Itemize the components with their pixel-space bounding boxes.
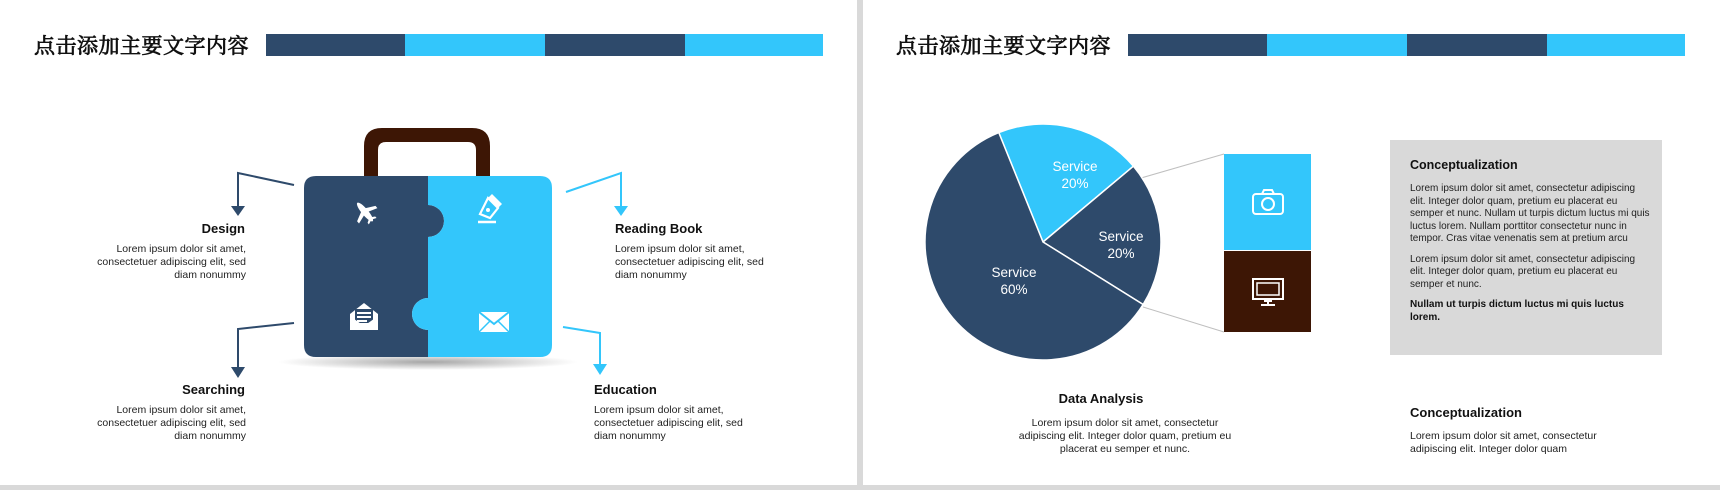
arrow-head-education: [593, 364, 607, 375]
item-body-education: Lorem ipsum dolor sit amet, consectetuer adipiscing elit, sed diam nonummy: [594, 404, 743, 442]
conceptualization-body-2: Lorem ipsum dolor sit amet, consectetur adipiscing elit. Integer dolor quam: [1410, 430, 1597, 455]
item-body-searching: Lorem ipsum dolor sit amet, consectetuer adipiscing elit, sed diam nonummy: [97, 404, 246, 442]
monitor-icon: [1251, 277, 1285, 307]
item-heading-searching: Searching: [182, 382, 245, 397]
pie-label-3-pct: 60%: [1000, 282, 1028, 297]
item-heading-reading-book: Reading Book: [615, 221, 703, 236]
arrow-head-design: [231, 206, 245, 216]
item-heading-education: Education: [594, 382, 657, 397]
connector-reading: [566, 173, 621, 207]
data-analysis-body: Lorem ipsum dolor sit amet, consectetur adipiscing elit. Integer dolor quam, pretium eu placerat eu semper et nunc.: [1018, 417, 1232, 455]
pie-label-2: [1081, 228, 1161, 262]
conceptualization-heading-2: Conceptualization: [1410, 405, 1522, 420]
arrow-head-reading: [614, 206, 628, 216]
pie-label-2-name: Service: [1098, 229, 1144, 244]
camera-icon: [1251, 188, 1285, 216]
slide-title: 点击添加主要文字内容: [896, 35, 1111, 58]
pie-label-1: [1035, 158, 1115, 192]
item-heading-design: Design: [201, 221, 245, 236]
pie-label-1-name: Service: [1052, 159, 1098, 174]
briefcase-handle: [364, 128, 490, 178]
box-heading: Conceptualization: [1410, 158, 1518, 172]
item-body-design: Lorem ipsum dolor sit amet, consectetuer adipiscing elit, sed diam nonummy: [97, 243, 246, 281]
pie-label-2-pct: 20%: [1107, 246, 1135, 261]
box-paragraph-1: Lorem ipsum dolor sit amet, consectetur adipiscing elit. Integer dolor quam, pretium eu placerat eu semper et nunc. Nullam ut turpis dictum luctus mi quis luctus lorem. Nullam porttitor consectetur nunc in tempor. Cras vitae venenatis sem at pretium arcu: [1410, 183, 1650, 244]
pie-label-3-name: Service: [991, 265, 1037, 280]
monitor-tile: [1224, 251, 1311, 332]
slide-left: [0, 0, 857, 485]
envelope-icon: [479, 312, 509, 332]
zoom-line-top: [1141, 154, 1224, 178]
box-bold-text: Nullam ut turpis dictum luctus mi quis luctus lorem.: [1410, 299, 1624, 323]
camera-tile: [1224, 154, 1311, 250]
zoom-line-bottom: [1143, 307, 1224, 332]
pie-label-1-pct: 20%: [1061, 176, 1089, 191]
arrow-head-searching: [231, 367, 245, 378]
data-analysis-heading: Data Analysis: [1058, 391, 1144, 406]
conceptualization-box: [1390, 140, 1662, 355]
connector-design: [238, 173, 294, 207]
item-body-reading-book: Lorem ipsum dolor sit amet, consectetuer adipiscing elit, sed diam nonummy: [615, 243, 764, 281]
slide-title: 点击添加主要文字内容: [34, 35, 249, 58]
slide-right: [863, 0, 1720, 485]
box-paragraph-2: Lorem ipsum dolor sit amet, consectetur adipiscing elit. Integer dolor quam, pretium eu placerat eu semper et nunc.: [1410, 253, 1636, 290]
pie-label-3: [974, 264, 1054, 298]
